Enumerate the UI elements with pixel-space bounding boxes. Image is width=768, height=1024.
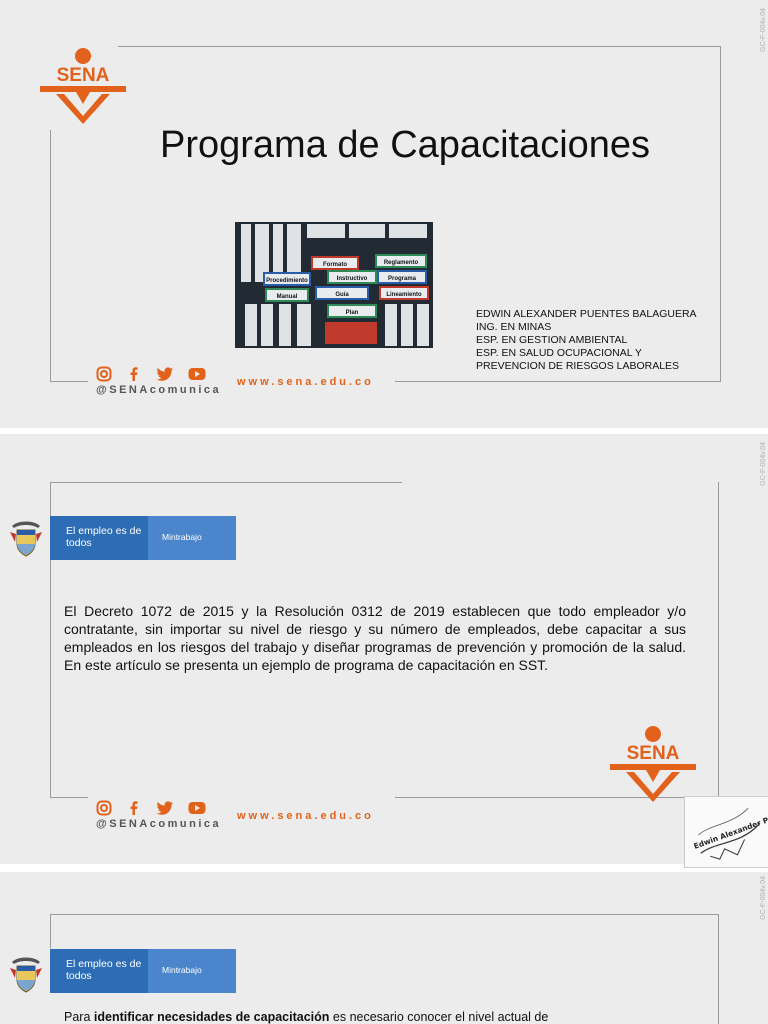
social-icons: [96, 366, 206, 382]
twitter-icon[interactable]: [156, 800, 174, 816]
twitter-icon[interactable]: [156, 366, 174, 382]
frame-top-line: [50, 482, 402, 483]
frame-top-line: [118, 46, 721, 47]
frame-left-top: [50, 914, 51, 948]
sena-logo: [608, 724, 698, 804]
author-name: EDWIN ALEXANDER PUENTES BALAGUERA: [476, 308, 697, 320]
binder-label-8: Lineamiento: [386, 292, 422, 298]
frame-top-line: [50, 914, 718, 915]
instagram-icon[interactable]: [96, 800, 112, 816]
signature-image: [685, 797, 768, 867]
sena-logo-head: [645, 726, 661, 742]
banner-slogan: El empleo es de todos: [50, 516, 148, 560]
frame-right-line: [718, 914, 719, 1024]
author-line-4: ESP. EN SALUD OCUPACIONAL Y: [476, 347, 642, 359]
youtube-icon[interactable]: [188, 801, 206, 815]
binder-label-4: Instructivo: [336, 276, 368, 282]
binders-illustration: [235, 222, 433, 348]
slide-3: [0, 872, 768, 1024]
frame-bottom-left: [50, 381, 88, 382]
sena-logo-head: [75, 48, 91, 64]
coat-of-arms-icon: [8, 954, 44, 994]
youtube-icon[interactable]: [188, 367, 206, 381]
author-line-3: ESP. EN GESTION AMBIENTAL: [476, 334, 628, 346]
mintrabajo-banner: [50, 516, 236, 560]
frame-bottom-right: [395, 381, 721, 382]
sena-logo-text: SENA: [56, 65, 110, 86]
author-line-2: ING. EN MINAS: [476, 321, 552, 333]
facebook-icon[interactable]: [126, 366, 142, 382]
sena-logo: [38, 46, 128, 126]
binder-label-9: Plan: [345, 310, 359, 316]
banner-slogan: El empleo es de todos: [50, 949, 148, 993]
banner-ministry: Mintrabajo: [148, 516, 236, 560]
binder-label-2: Reglamento: [383, 260, 419, 266]
binder-label-5: Programa: [387, 276, 417, 282]
slide-1: [0, 0, 768, 428]
social-handle[interactable]: @SENAcomunica: [96, 384, 222, 396]
website-link[interactable]: www.sena.edu.co: [237, 376, 374, 388]
needs-para-end: es necesario conocer el nivel actual de: [332, 1010, 549, 1024]
doc-code: GC-F-004v.04: [760, 876, 767, 920]
intro-paragraph: El Decreto 1072 de 2015 y la Resolución 0312 de 2019 establecen que todo empleador y/o contratante, sin importar su nivel de riesgo y su número de empleados, debe capacitar a sus empleados en los riesgos del trabajo y diseñar programas de prevención y promoción de la salud. En este artículo se presenta un ejemplo de programa de capacitación en SST.: [64, 603, 686, 673]
doc-code: GC-F-004v.04: [760, 8, 767, 52]
binder-label-3: Procedimiento: [266, 278, 308, 284]
frame-right-line: [720, 46, 721, 382]
coat-of-arms-icon: [8, 518, 44, 558]
binder-label-6: Manual: [276, 294, 298, 300]
needs-para-start: Para: [64, 1010, 91, 1024]
website-link[interactable]: www.sena.edu.co: [237, 810, 374, 822]
mintrabajo-banner: [50, 949, 236, 993]
needs-paragraph: [64, 1009, 686, 1024]
banner-ministry: Mintrabajo: [148, 949, 236, 993]
doc-code: GC-F-004v.04: [760, 442, 767, 486]
sena-logo-text: SENA: [626, 743, 680, 764]
binder-label-7: Guía: [335, 292, 349, 298]
frame-right-line: [718, 482, 719, 798]
instagram-icon[interactable]: [96, 366, 112, 382]
signature-stamp: [684, 796, 768, 868]
slide-2: [0, 434, 768, 864]
author-line-5: PREVENCION DE RIESGOS LABORALES: [476, 360, 680, 372]
social-handle[interactable]: @SENAcomunica: [96, 818, 222, 830]
frame-left-line: [50, 558, 51, 798]
binder-label-1: Formato: [323, 262, 347, 268]
facebook-icon[interactable]: [126, 800, 142, 816]
frame-left-line: [50, 130, 51, 382]
frame-bottom-left: [50, 797, 88, 798]
frame-left-top: [50, 482, 51, 518]
needs-para-bold: identificar necesidades de capacitación: [93, 1010, 330, 1024]
binders-photo: [235, 222, 433, 348]
social-icons: [96, 800, 206, 816]
page-title: Programa de Capacitaciones: [160, 124, 651, 166]
author-block: [476, 308, 697, 373]
